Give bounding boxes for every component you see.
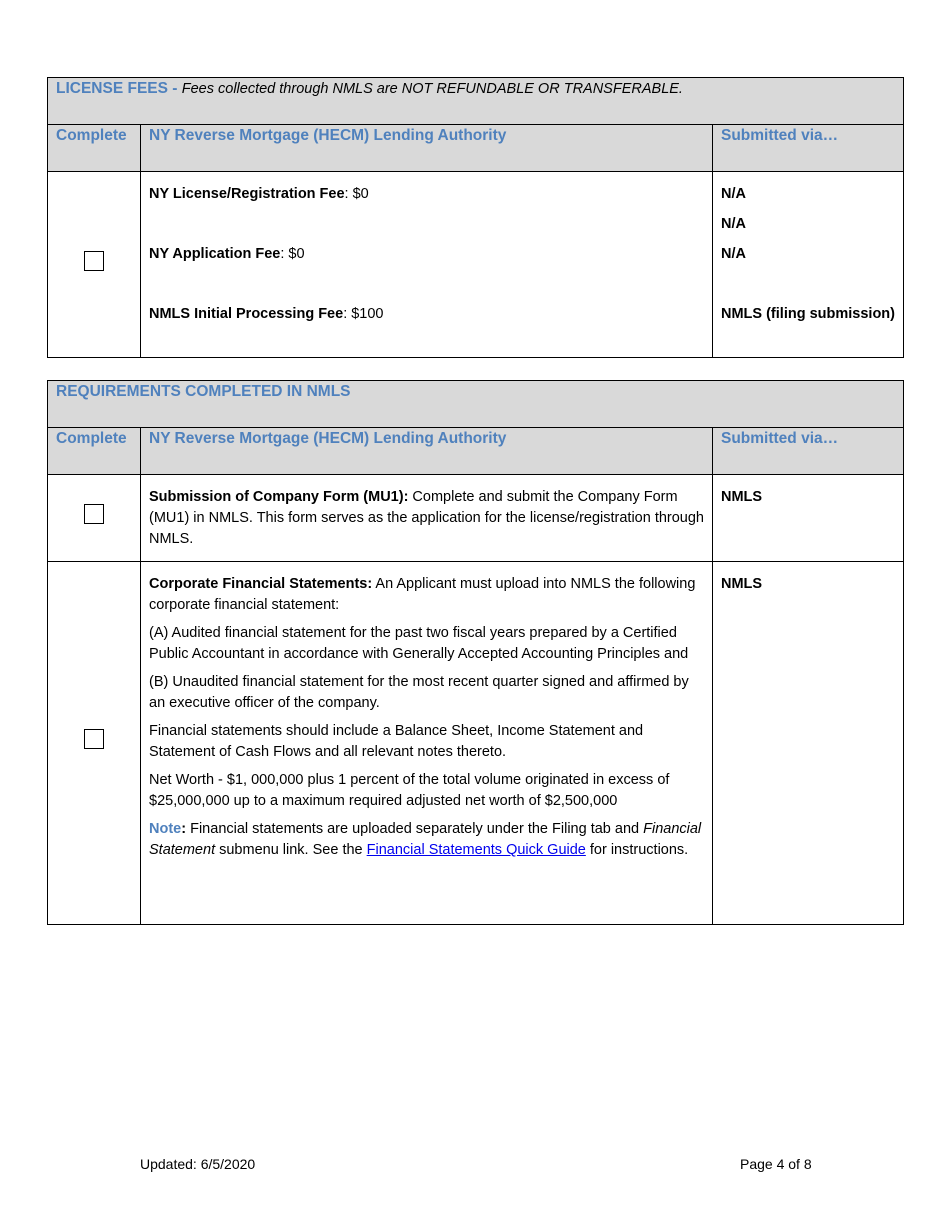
note-text-2: submenu link. See the — [215, 842, 367, 859]
mu1-requirement-cell — [141, 475, 713, 562]
mu1-complete-checkbox[interactable] — [84, 504, 104, 524]
note-italic: Financial Statement — [149, 821, 702, 859]
fee-value: : $0 — [280, 246, 305, 262]
license-fees-section-header — [48, 78, 904, 125]
submitted-value: N/A — [721, 246, 746, 262]
submitted-value: N/A — [721, 216, 746, 232]
col-header-submitted: Submitted via… — [713, 125, 904, 172]
fee-label: NY Application Fee — [149, 246, 281, 262]
financials-note — [149, 819, 704, 861]
financials-title: Corporate Financial Statements: — [149, 576, 373, 592]
submitted-value: N/A — [721, 186, 746, 202]
financials-text: An Applicant must upload into NMLS the following corporate financial statement: — [149, 576, 696, 614]
col-header-complete: Complete — [48, 125, 141, 172]
financials-para-a: (A) Audited financial statement for the past two fiscal years prepared by a Certified Public Accountant in accordance with Generally Accepted Accounting Principles and — [149, 625, 689, 663]
fee-line — [149, 304, 704, 325]
note-colon: : — [181, 821, 187, 838]
fee-line — [149, 244, 704, 265]
col-header-complete: Complete — [48, 428, 141, 475]
footer-page-number: Page 4 of 8 — [740, 1156, 812, 1172]
license-fees-note: Fees collected through NMLS are NOT REFUNDABLE OR TRANSFERABLE. — [181, 81, 683, 97]
fees-complete-checkbox[interactable] — [84, 251, 104, 271]
financials-complete-cell — [48, 562, 141, 925]
fees-list-cell — [141, 172, 713, 358]
financials-requirement-cell — [141, 562, 713, 925]
submitted-value: NMLS (filing submission) — [721, 306, 895, 322]
fees-submitted-cell — [713, 172, 904, 358]
fee-label: NMLS Initial Processing Fee — [149, 306, 344, 322]
footer-updated: Updated: 6/5/2020 — [140, 1156, 256, 1172]
fees-complete-cell — [48, 172, 141, 358]
fee-value: : $100 — [343, 306, 384, 322]
note-text-1: Financial statements are uploaded separately under the Filing tab and — [186, 821, 644, 838]
note-text-3: for instructions. — [585, 842, 689, 859]
col-header-authority: NY Reverse Mortgage (HECM) Lending Authority — [141, 428, 713, 475]
financials-intro — [149, 574, 704, 616]
license-fees-table — [47, 77, 904, 358]
financials-submitted: NMLS — [713, 562, 904, 925]
requirements-title: REQUIREMENTS COMPLETED IN NMLS — [56, 383, 351, 400]
fee-label: NY License/Registration Fee — [149, 186, 345, 202]
financials-para-b: (B) Unaudited financial statement for the most recent quarter signed and affirmed by an executive officer of the company. — [149, 674, 689, 712]
financials-para-d: Net Worth - $1, 000,000 plus 1 percent of the total volume originated in excess of $25,000,000 up to a maximum required adjusted net worth of $2,500,000 — [149, 772, 670, 810]
note-label: Note — [149, 821, 182, 838]
mu1-complete-cell — [48, 475, 141, 562]
requirements-table — [47, 380, 904, 925]
fee-value: : $0 — [344, 186, 369, 202]
mu1-text: Complete and submit the Company Form (MU1) in NMLS. This form serves as the application for the license/registration through NMLS. — [149, 489, 705, 548]
financial-statements-quick-guide-link[interactable]: Financial Statements Quick Guide — [366, 842, 586, 859]
financials-para-c: Financial statements should include a Balance Sheet, Income Statement and Statement of Cash Flows and all relevant notes thereto. — [149, 723, 644, 761]
fee-line — [149, 184, 704, 205]
mu1-title: Submission of Company Form (MU1): — [149, 489, 409, 505]
financials-complete-checkbox[interactable] — [84, 729, 104, 749]
col-header-authority: NY Reverse Mortgage (HECM) Lending Authority — [141, 125, 713, 172]
license-fees-title: LICENSE FEES - — [56, 80, 182, 97]
requirements-section-header — [48, 381, 904, 428]
mu1-submitted: NMLS — [713, 475, 904, 562]
col-header-submitted: Submitted via… — [713, 428, 904, 475]
